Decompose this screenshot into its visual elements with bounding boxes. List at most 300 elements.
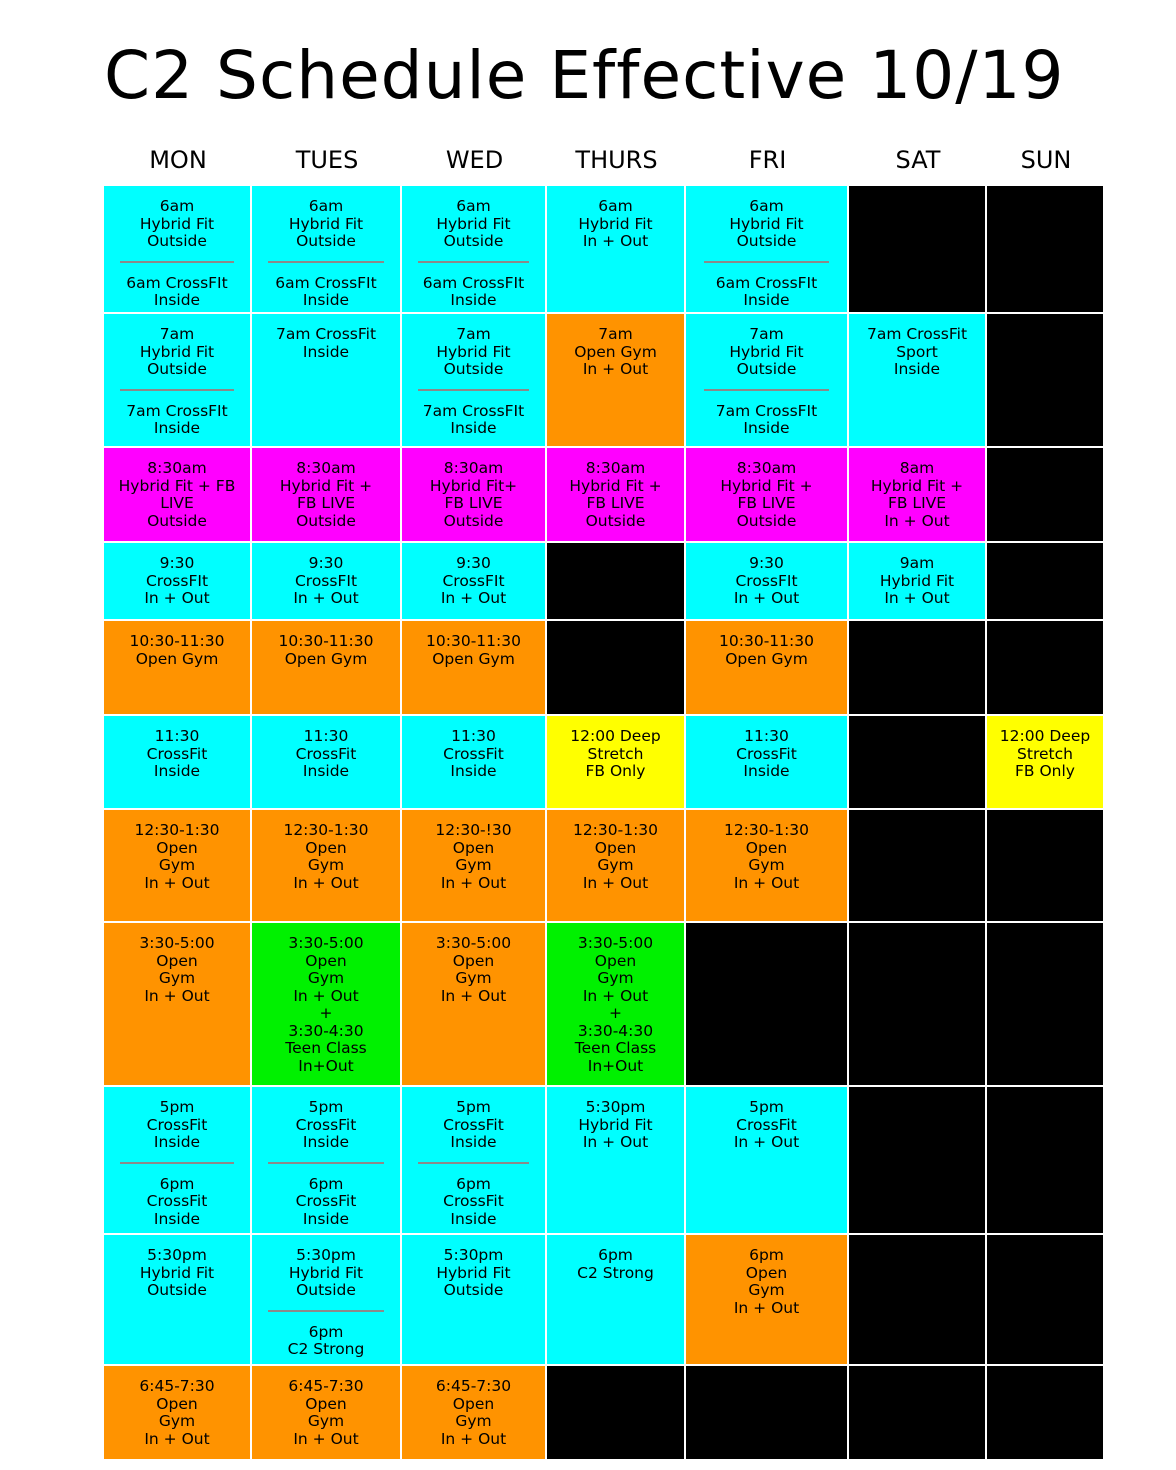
class-entry-line: Open <box>156 1394 198 1413</box>
class-entry <box>252 1247 400 1300</box>
class-entry-line: 3:30-5:00 <box>288 934 364 952</box>
class-entry-line: Inside <box>743 291 790 309</box>
class-entry <box>402 403 545 438</box>
class-divider <box>268 261 383 263</box>
class-entry-line: Hybrid Fit + <box>720 476 813 495</box>
class-entry-line: Hybrid Fit <box>729 214 804 233</box>
class-entry-line: CrossFit <box>146 1192 208 1210</box>
day-header-mon: MON <box>149 146 207 174</box>
schedule-cell-wed-row4 <box>402 543 545 619</box>
schedule-cell-tues-row5 <box>252 621 400 714</box>
schedule-cell-sun-row2 <box>987 314 1103 446</box>
schedule-cell-tues-row6 <box>252 716 400 808</box>
class-entry-line: CrossFIt <box>294 571 358 590</box>
class-entry <box>686 633 847 668</box>
schedule-cell-fri-row8 <box>686 923 847 1085</box>
schedule-cell-fri-row6 <box>686 716 847 808</box>
class-entry-line: In + Out <box>582 360 649 378</box>
class-entry <box>402 1247 545 1300</box>
class-entry <box>849 460 985 530</box>
day-header-tues: TUES <box>295 146 359 174</box>
class-entry-line: Outside <box>147 1281 207 1299</box>
class-entry-line: In+Out <box>587 1056 644 1075</box>
class-entry-line: Gym <box>158 1412 196 1430</box>
class-entry-line: 8:30am <box>147 459 207 477</box>
class-entry-line: 7am <box>749 325 784 343</box>
class-entry-line: Open <box>305 838 347 857</box>
class-divider <box>704 389 830 391</box>
schedule-cell-sat-row8 <box>849 923 985 1085</box>
class-entry-line: FB LIVE <box>887 494 947 512</box>
class-entry <box>402 460 545 530</box>
class-entry-line: 11:30 <box>154 727 200 745</box>
class-entry <box>252 1099 400 1152</box>
class-entry-line: In+Out <box>298 1056 354 1075</box>
class-entry <box>547 935 684 1075</box>
class-entry-line: CrossFit <box>443 1192 504 1210</box>
class-entry-line: In + Out <box>293 1429 359 1448</box>
class-entry-line: C2 Strong <box>577 1263 654 1282</box>
class-entry-line: Inside <box>153 762 201 780</box>
schedule-cell-tues-row10 <box>252 1235 400 1364</box>
schedule-cell-wed-row5 <box>402 621 545 714</box>
class-entry-line: 6am <box>159 197 195 215</box>
class-entry-line: In + Out <box>582 1133 649 1151</box>
class-entry-line: Open <box>156 951 198 970</box>
day-header-thurs: THURS <box>575 146 658 174</box>
class-entry <box>252 555 400 608</box>
class-entry-line: 6pm <box>456 1174 491 1193</box>
class-entry <box>849 326 985 379</box>
class-entry-line: Open <box>452 951 495 970</box>
class-entry <box>402 1378 545 1448</box>
class-entry-line: 7am CrossFIt <box>715 401 818 420</box>
class-entry-line: Inside <box>450 1133 497 1151</box>
class-entry <box>104 555 250 608</box>
class-entry-line: 6am CrossFIt <box>275 273 377 292</box>
class-entry-line: Open Gym <box>725 649 808 668</box>
class-entry-line: Outside <box>585 511 646 530</box>
class-entry-line: Open <box>594 951 637 970</box>
class-entry <box>402 633 545 668</box>
class-entry-line: In + Out <box>144 589 210 607</box>
class-entry-line: Gym <box>307 969 345 987</box>
schedule-cell-tues-row11 <box>252 1366 400 1459</box>
class-entry <box>686 1099 847 1152</box>
class-entry-line: Outside <box>296 511 356 530</box>
class-entry-line: 8am <box>899 459 935 477</box>
schedule-cell-wed-row9 <box>402 1087 545 1233</box>
schedule-cell-wed-row3 <box>402 448 545 541</box>
class-divider <box>268 1310 383 1312</box>
class-entry <box>987 728 1103 781</box>
class-entry-line: In + Out <box>733 589 800 607</box>
class-entry-line: FB LIVE <box>586 494 645 512</box>
class-entry-line: Gym <box>597 856 634 874</box>
class-entry <box>252 1378 400 1448</box>
schedule-cell-sun-row3 <box>987 448 1103 541</box>
class-entry-line: Inside <box>450 1209 497 1228</box>
class-entry-line: 12:30-1:30 <box>723 821 810 839</box>
schedule-cell-mon-row6 <box>104 716 250 808</box>
class-entry-line: 9:30 <box>308 554 344 572</box>
class-entry-line: 7am CrossFIt <box>126 401 228 420</box>
class-entry-line: Hybrid Fit <box>729 342 804 361</box>
class-entry <box>547 822 684 892</box>
schedule-cell-thurs-row3 <box>547 448 684 541</box>
class-entry-line: Open <box>594 838 637 857</box>
class-entry <box>547 198 684 251</box>
schedule-cell-tues-row9 <box>252 1087 400 1233</box>
class-entry-line: In + Out <box>440 873 507 892</box>
schedule-cell-sat-row10 <box>849 1235 985 1364</box>
class-divider <box>120 261 234 263</box>
schedule-cell-thurs-row6 <box>547 716 684 808</box>
class-entry-line: CrossFit <box>736 744 797 763</box>
class-entry <box>252 326 400 361</box>
class-entry <box>402 198 545 251</box>
class-entry-line: Open <box>305 1394 347 1413</box>
class-entry-line: Stretch <box>587 744 644 763</box>
class-entry <box>104 198 250 251</box>
class-entry-line: Open Gym <box>135 649 219 668</box>
class-entry <box>402 275 545 310</box>
schedule-cell-sat-row7 <box>849 810 985 921</box>
class-entry-line: Outside <box>443 1281 504 1299</box>
class-entry-line: Open <box>305 951 347 970</box>
class-entry-line: Outside <box>443 232 504 250</box>
class-entry <box>402 935 545 1005</box>
class-entry-line: In + Out <box>293 589 359 607</box>
class-entry-line: In + Out <box>884 589 950 607</box>
class-entry <box>252 1176 400 1229</box>
class-entry <box>104 1247 250 1300</box>
class-entry-line: 6pm <box>598 1246 633 1264</box>
schedule-cell-mon-row8 <box>104 923 250 1085</box>
class-entry-line: 9:30 <box>456 554 491 572</box>
schedule-cell-wed-row6 <box>402 716 545 808</box>
class-entry-line: CrossFit <box>736 1115 797 1134</box>
class-entry-line: FB Only <box>585 762 646 780</box>
class-entry-line: 6:45-7:30 <box>139 1377 215 1395</box>
class-entry-line: 11:30 <box>744 727 789 745</box>
class-entry-line: In + Out <box>582 986 649 1005</box>
schedule-cell-fri-row9 <box>686 1087 847 1233</box>
class-entry-line: Hybrid Fit <box>436 1263 511 1282</box>
class-entry-line: Gym <box>597 969 634 987</box>
class-entry-line: Gym <box>158 969 196 987</box>
class-entry-line: 6:45-7:30 <box>435 1377 512 1395</box>
class-entry-line: In + Out <box>144 873 210 892</box>
class-entry-line: Gym <box>455 969 492 987</box>
class-entry-line: Inside <box>893 360 941 378</box>
class-entry-line: Outside <box>147 360 207 378</box>
class-entry-line: 3:30-4:30 <box>577 1021 654 1040</box>
class-entry-line: Inside <box>450 762 497 780</box>
class-entry-line: Teen Class <box>574 1039 657 1057</box>
schedule-cell-tues-row4 <box>252 543 400 619</box>
class-entry-line: 5pm <box>159 1098 195 1116</box>
schedule-cell-fri-row2 <box>686 314 847 446</box>
schedule-cell-sun-row8 <box>987 923 1103 1085</box>
class-entry <box>686 555 847 608</box>
class-divider <box>120 389 234 391</box>
schedule-cell-mon-row1 <box>104 186 250 312</box>
schedule-cell-fri-row4 <box>686 543 847 619</box>
class-entry-line: Inside <box>302 291 350 309</box>
schedule-cell-sat-row2 <box>849 314 985 446</box>
class-entry-line: Gym <box>307 1412 345 1430</box>
class-entry-line: 6am <box>308 197 344 215</box>
class-entry <box>686 822 847 892</box>
class-entry-line: 3:30-5:00 <box>577 934 654 952</box>
class-entry-line: Sport <box>896 342 938 361</box>
class-entry-line: Outside <box>296 1281 356 1299</box>
class-entry-line: Open Gym <box>284 649 368 668</box>
class-entry <box>547 326 684 379</box>
class-entry <box>547 1099 684 1152</box>
class-divider <box>418 1162 530 1164</box>
class-divider <box>418 261 530 263</box>
class-entry-line: In + Out <box>440 986 507 1005</box>
class-entry-line: Outside <box>736 232 797 250</box>
class-entry-line: 12:30-1:30 <box>572 821 659 839</box>
schedule-cell-sat-row9 <box>849 1087 985 1233</box>
class-entry-line: 11:30 <box>451 727 496 745</box>
class-entry-line: CrossFit <box>295 744 357 763</box>
class-entry-line: In + Out <box>733 1298 800 1317</box>
class-entry-line: Open <box>452 1394 495 1413</box>
schedule-cell-wed-row10 <box>402 1235 545 1364</box>
schedule-cell-tues-row8 <box>252 923 400 1085</box>
class-entry <box>104 1176 250 1229</box>
class-entry <box>686 403 847 438</box>
class-entry <box>104 326 250 379</box>
class-entry <box>402 822 545 892</box>
class-entry-line: 5pm <box>456 1098 491 1116</box>
page-title: C2 Schedule Effective 10/19 <box>104 37 1065 114</box>
class-entry <box>252 822 400 892</box>
class-entry-line: 6am CrossFIt <box>715 273 818 292</box>
class-divider <box>268 1162 383 1164</box>
class-entry-line: Inside <box>450 419 497 437</box>
class-entry-line: In + Out <box>884 511 950 530</box>
class-entry <box>686 728 847 781</box>
class-entry-line: 11:30 <box>303 727 349 745</box>
class-entry-line: 3:30-5:00 <box>435 934 512 952</box>
schedule-cell-mon-row7 <box>104 810 250 921</box>
class-entry-line: Hybrid Fit <box>578 214 653 233</box>
schedule-cell-thurs-row4 <box>547 543 684 619</box>
schedule-cell-fri-row7 <box>686 810 847 921</box>
class-entry <box>104 460 250 530</box>
class-entry-line: Open <box>745 838 788 857</box>
class-entry-line: In + Out <box>144 986 210 1005</box>
class-entry-line: + <box>609 1004 622 1022</box>
class-entry-line: In + Out <box>440 589 507 607</box>
class-entry-line: 6pm <box>308 1174 344 1193</box>
schedule-cell-sat-row1 <box>849 186 985 312</box>
day-header-fri: FRI <box>748 146 787 174</box>
class-entry-line: 12:00 Deep <box>999 727 1091 745</box>
class-entry-line: 7am CrossFit <box>866 325 968 343</box>
schedule-cell-sat-row3 <box>849 448 985 541</box>
class-entry-line: 7am <box>159 325 195 343</box>
class-entry <box>252 633 400 668</box>
class-entry <box>402 555 545 608</box>
class-entry <box>104 275 250 310</box>
class-entry-line: Inside <box>302 1133 350 1151</box>
class-entry-line: Gym <box>748 856 785 874</box>
class-entry-line: FB LIVE <box>737 494 796 512</box>
class-entry-line: 7am <box>456 325 491 343</box>
class-entry-line: 6pm <box>159 1174 195 1193</box>
class-entry-line: Teen Class <box>285 1039 367 1057</box>
class-entry <box>252 1324 400 1359</box>
class-entry-line: Hybrid Fit <box>436 342 511 361</box>
schedule-cell-sun-row4 <box>987 543 1103 619</box>
schedule-cell-thurs-row2 <box>547 314 684 446</box>
class-entry <box>104 403 250 438</box>
class-entry-line: 6am <box>749 197 784 215</box>
class-entry-line: 9:30 <box>749 554 784 572</box>
class-entry-line: 10:30-11:30 <box>129 632 225 650</box>
class-entry-line: 10:30-11:30 <box>426 632 521 650</box>
class-entry <box>686 326 847 379</box>
class-entry <box>547 460 684 530</box>
class-entry-line: Stretch <box>1017 744 1073 763</box>
schedule-cell-tues-row1 <box>252 186 400 312</box>
schedule-cell-sun-row5 <box>987 621 1103 714</box>
class-entry <box>252 198 400 251</box>
schedule-cell-thurs-row11 <box>547 1366 684 1459</box>
class-entry-line: Hybrid Fit <box>288 214 364 233</box>
schedule-cell-thurs-row7 <box>547 810 684 921</box>
class-entry-line: 8:30am <box>443 459 504 477</box>
class-entry-line: Gym <box>307 856 345 874</box>
class-entry-line: CrossFit <box>443 744 504 763</box>
class-entry-line: Inside <box>743 762 790 780</box>
class-entry-line: 6:45-7:30 <box>288 1377 364 1395</box>
class-entry <box>547 1247 684 1282</box>
class-entry-line: 12:30-1:30 <box>134 821 220 839</box>
class-entry <box>402 326 545 379</box>
class-entry-line: Inside <box>153 419 201 437</box>
schedule-cell-thurs-row10 <box>547 1235 684 1364</box>
class-entry <box>104 1099 250 1152</box>
schedule-cell-sat-row6 <box>849 716 985 808</box>
class-entry-line: Hybrid Fit <box>139 1263 215 1282</box>
class-entry-line: Hybrid Fit + <box>870 476 964 495</box>
class-entry <box>547 728 684 781</box>
schedule-cell-mon-row2 <box>104 314 250 446</box>
class-entry-line: Hybrid Fit <box>139 214 215 233</box>
schedule-cell-sun-row1 <box>987 186 1103 312</box>
schedule-cell-tues-row2 <box>252 314 400 446</box>
schedule-cell-mon-row4 <box>104 543 250 619</box>
class-entry <box>402 728 545 781</box>
schedule-cell-mon-row11 <box>104 1366 250 1459</box>
class-entry-line: 8:30am <box>585 459 646 477</box>
class-entry-line: 5:30pm <box>585 1098 646 1116</box>
class-entry <box>402 1176 545 1229</box>
schedule-cell-sun-row10 <box>987 1235 1103 1364</box>
schedule-cell-thurs-row1 <box>547 186 684 312</box>
class-entry-line: In + Out <box>293 873 359 892</box>
class-entry-line: Open <box>156 838 198 857</box>
schedule-cell-sun-row11 <box>987 1366 1103 1459</box>
class-entry-line: Outside <box>147 232 207 250</box>
class-entry <box>252 935 400 1075</box>
day-header-row <box>104 140 1105 180</box>
class-entry-line: 8:30am <box>736 459 797 477</box>
class-entry-line: 12:30-!30 <box>435 821 512 839</box>
class-entry-line: 7am CrossFit <box>275 325 377 343</box>
schedule-cell-wed-row1 <box>402 186 545 312</box>
class-entry-line: C2 Strong <box>287 1340 365 1358</box>
schedule-cell-tues-row7 <box>252 810 400 921</box>
schedule-cell-fri-row1 <box>686 186 847 312</box>
class-entry <box>104 728 250 781</box>
class-entry-line: 8:30am <box>296 459 356 477</box>
class-entry-line: Hybrid Fit <box>288 1263 364 1282</box>
class-entry-line: In + Out <box>293 986 359 1005</box>
class-entry-line: Gym <box>748 1281 785 1299</box>
class-entry-line: In + Out <box>733 873 800 892</box>
class-entry <box>686 1247 847 1317</box>
schedule-cell-wed-row2 <box>402 314 545 446</box>
class-entry-line: In + Out <box>440 1429 507 1448</box>
class-entry-line: Hybrid Fit <box>436 214 511 233</box>
schedule-cell-sun-row6 <box>987 716 1103 808</box>
class-entry-line: Inside <box>153 1133 201 1151</box>
class-entry-line: Outside <box>147 511 207 530</box>
class-entry-line: Open <box>745 1263 788 1282</box>
class-entry <box>104 633 250 668</box>
schedule-cell-mon-row3 <box>104 448 250 541</box>
class-entry-line: Hybrid Fit + <box>279 476 373 495</box>
schedule-cell-wed-row11 <box>402 1366 545 1459</box>
class-entry-line: CrossFIt <box>735 571 798 590</box>
class-entry-line: Hybrid Fit + <box>569 476 662 495</box>
schedule-cell-thurs-row9 <box>547 1087 684 1233</box>
class-entry-line: Open Gym <box>574 342 657 361</box>
class-divider <box>418 389 530 391</box>
schedule-cell-sat-row11 <box>849 1366 985 1459</box>
class-entry-line: Inside <box>743 419 790 437</box>
class-entry-line: 3:30-5:00 <box>139 934 215 952</box>
day-header-sat: SAT <box>895 146 941 174</box>
class-entry-line: Gym <box>455 856 492 874</box>
class-entry-line: Inside <box>302 1209 350 1228</box>
schedule-cell-thurs-row8 <box>547 923 684 1085</box>
class-entry-line: Open <box>452 838 495 857</box>
class-entry-line: 3:30-4:30 <box>288 1021 364 1040</box>
schedule-cell-wed-row8 <box>402 923 545 1085</box>
class-entry <box>252 275 400 310</box>
class-entry-line: CrossFit <box>295 1192 357 1210</box>
class-entry-line: CrossFIt <box>145 571 209 590</box>
schedule-grid <box>104 186 1105 1461</box>
schedule-cell-sun-row9 <box>987 1087 1103 1233</box>
class-divider <box>704 261 830 263</box>
class-entry-line: 7am <box>598 325 633 343</box>
class-entry-line: + <box>319 1004 333 1022</box>
schedule-cell-mon-row9 <box>104 1087 250 1233</box>
class-entry-line: Hybrid Fit <box>879 571 955 590</box>
class-entry-line: 6pm <box>308 1322 344 1341</box>
class-entry-line: Inside <box>153 291 201 309</box>
